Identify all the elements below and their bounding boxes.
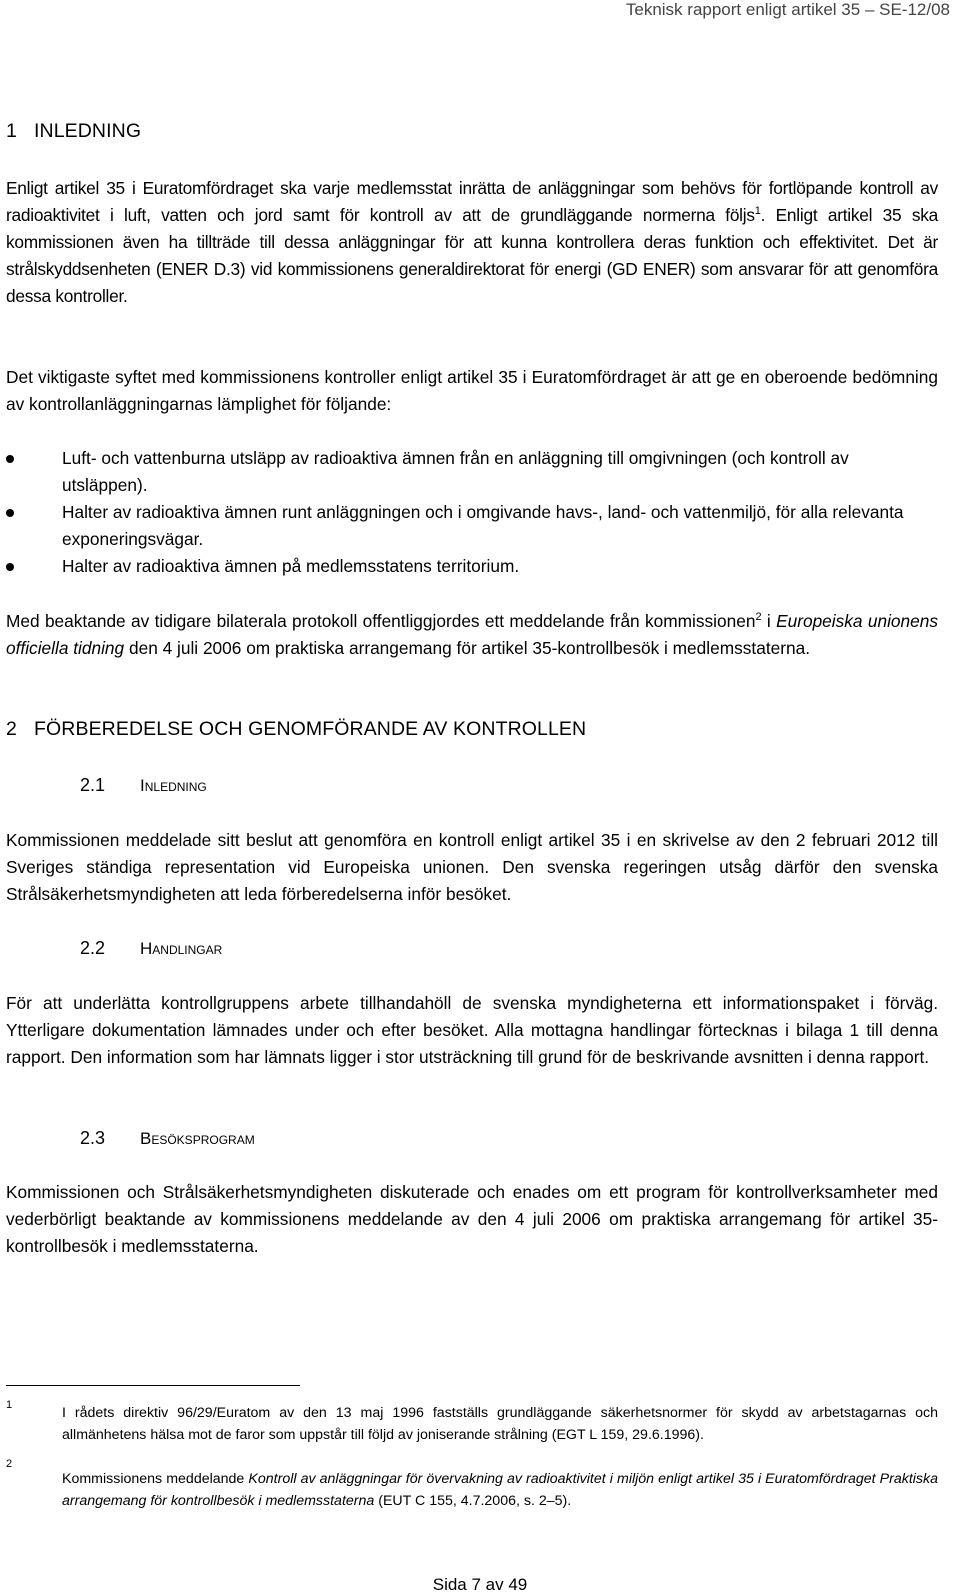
paragraph-2-2: För att underlätta kontrollgruppens arbete tillhandahöll de svenska myndigheterna ett informationspaket i förväg. Ytterligare dokumentation lämnades under och efter besöket. Alla mottagna handlingar förtecknas i bilaga 1 till denna rapport. Den information som har lämnats ligger i stor utsträckning till grund för de beskrivande avsnitten i denna rapport.	[6, 993, 938, 1067]
running-header: Teknisk rapport enligt artikel 35 – SE-12/08	[625, 0, 950, 19]
list-item: Halter av radioaktiva ämnen på medlemsstatens territorium.	[6, 553, 938, 580]
footnote-2	[6, 1458, 938, 1512]
footnote-mark: 2	[6, 1458, 13, 1470]
footnote-ref-2[interactable]: 2	[755, 611, 762, 624]
purpose-list	[6, 445, 938, 580]
footnote-separator	[6, 1385, 300, 1386]
section-title: INLEDNING	[34, 120, 142, 142]
list-item: Halter av radioaktiva ämnen runt anläggningen och i omgivande havs-, land- och vattenmiljö, för alla relevanta exponeringsvägar.	[6, 499, 938, 553]
footnote-text: Kommissionens meddelande Kontroll av anläggningar för övervakning av radioaktivitet i miljön enligt artikel 35 i Euratomfördraget Praktiska arrangemang för kontrollbesök i medlemsstaterna (EUT C 155, 4.7.2006, s. 2–5).	[62, 1471, 938, 1509]
journal-title: Europeiska unionens officiella tidning	[6, 611, 938, 658]
paragraph-intro: Enligt artikel 35 i Euratomfördraget ska varje medlemsstat inrätta de anläggningar som behövs för fortlöpande kontroll av radioaktivitet i luft, vatten och jord samt för kontroll av att de grundläggande normerna följs$^1$. Enligt artikel 35 ska kommissionen även ha tillträde till dessa anläggningar för att kunna kontrollera deras funktion och effektivitet. Det är strålskyddsenheten (ENER D.3) vid kommissionens generaldirektorat för energi (GD ENER) som ansvarar för att genomföra dessa kontroller.	[6, 178, 938, 306]
bullet-icon	[6, 509, 14, 517]
section-2-heading	[6, 718, 586, 741]
section-1-heading	[6, 120, 141, 143]
footnote-text: I rådets direktiv 96/29/Euratom av den 13 maj 1996 fastställs grundläggande säkerhetsnormer för skydd av arbetstagarnas och allmänhetens hälsa mot de faror som uppstår till följd av joniserande strålning (EGT L 159, 29.6.1996).	[62, 1405, 938, 1443]
subsection-2-1-heading: 2.1 Inledning	[80, 775, 207, 795]
paragraph-2-3: Kommissionen och Strålsäkerhetsmyndigheten diskuterade och enades om ett program för kontrollverksamheter med vederbörligt beaktande av kommissionens meddelande av den 4 juli 2006 om praktiska arrangemang för artikel 35-kontrollbesök i medlemsstaterna.	[6, 1182, 938, 1256]
paragraph-purpose: Det viktigaste syftet med kommissionens kontroller enligt artikel 35 i Euratomfördraget är att ge en oberoende bedömning av kontrollanläggningarnas lämplighet för följande:	[6, 367, 938, 414]
bullet-icon	[6, 455, 14, 463]
footnote-mark: 1	[6, 1399, 13, 1411]
subsection-2-2-heading: 2.2 Handlingar	[80, 938, 223, 958]
paragraph-protocol: Med beaktande av tidigare bilaterala protokoll offentliggjordes ett meddelande från kommissionen$^2$ i Europeiska unionens officiella tidning den 4 juli 2006 om praktiska arrangemang för artikel 35-kontrollbesök i medlemsstaterna.	[6, 611, 938, 658]
bullet-icon	[6, 563, 14, 571]
footnote-ref-1[interactable]: 1	[754, 205, 761, 218]
page-number: Sida 7 av 49	[432, 1575, 528, 1594]
section-title: FÖRBEREDELSE OCH GENOMFÖRANDE AV KONTROLLEN	[34, 718, 587, 740]
subsection-2-3-heading: 2.3 Besöksprogram	[80, 1128, 255, 1148]
section-number: 1	[6, 120, 17, 142]
section-number: 2	[6, 718, 17, 740]
paragraph-2-1: Kommissionen meddelade sitt beslut att genomföra en kontroll enligt artikel 35 i en skrivelse av den 2 februari 2012 till Sveriges ständiga representation vid Europeiska unionen. Den svenska regeringen utsåg därför den svenska Strålsäkerhetsmyndigheten att leda förberedelserna inför besöket.	[6, 830, 938, 904]
list-item: Luft- och vattenburna utsläpp av radioaktiva ämnen från en anläggning till omgivningen (och kontroll av utsläppen).	[6, 445, 938, 499]
footnote-1	[6, 1399, 938, 1446]
